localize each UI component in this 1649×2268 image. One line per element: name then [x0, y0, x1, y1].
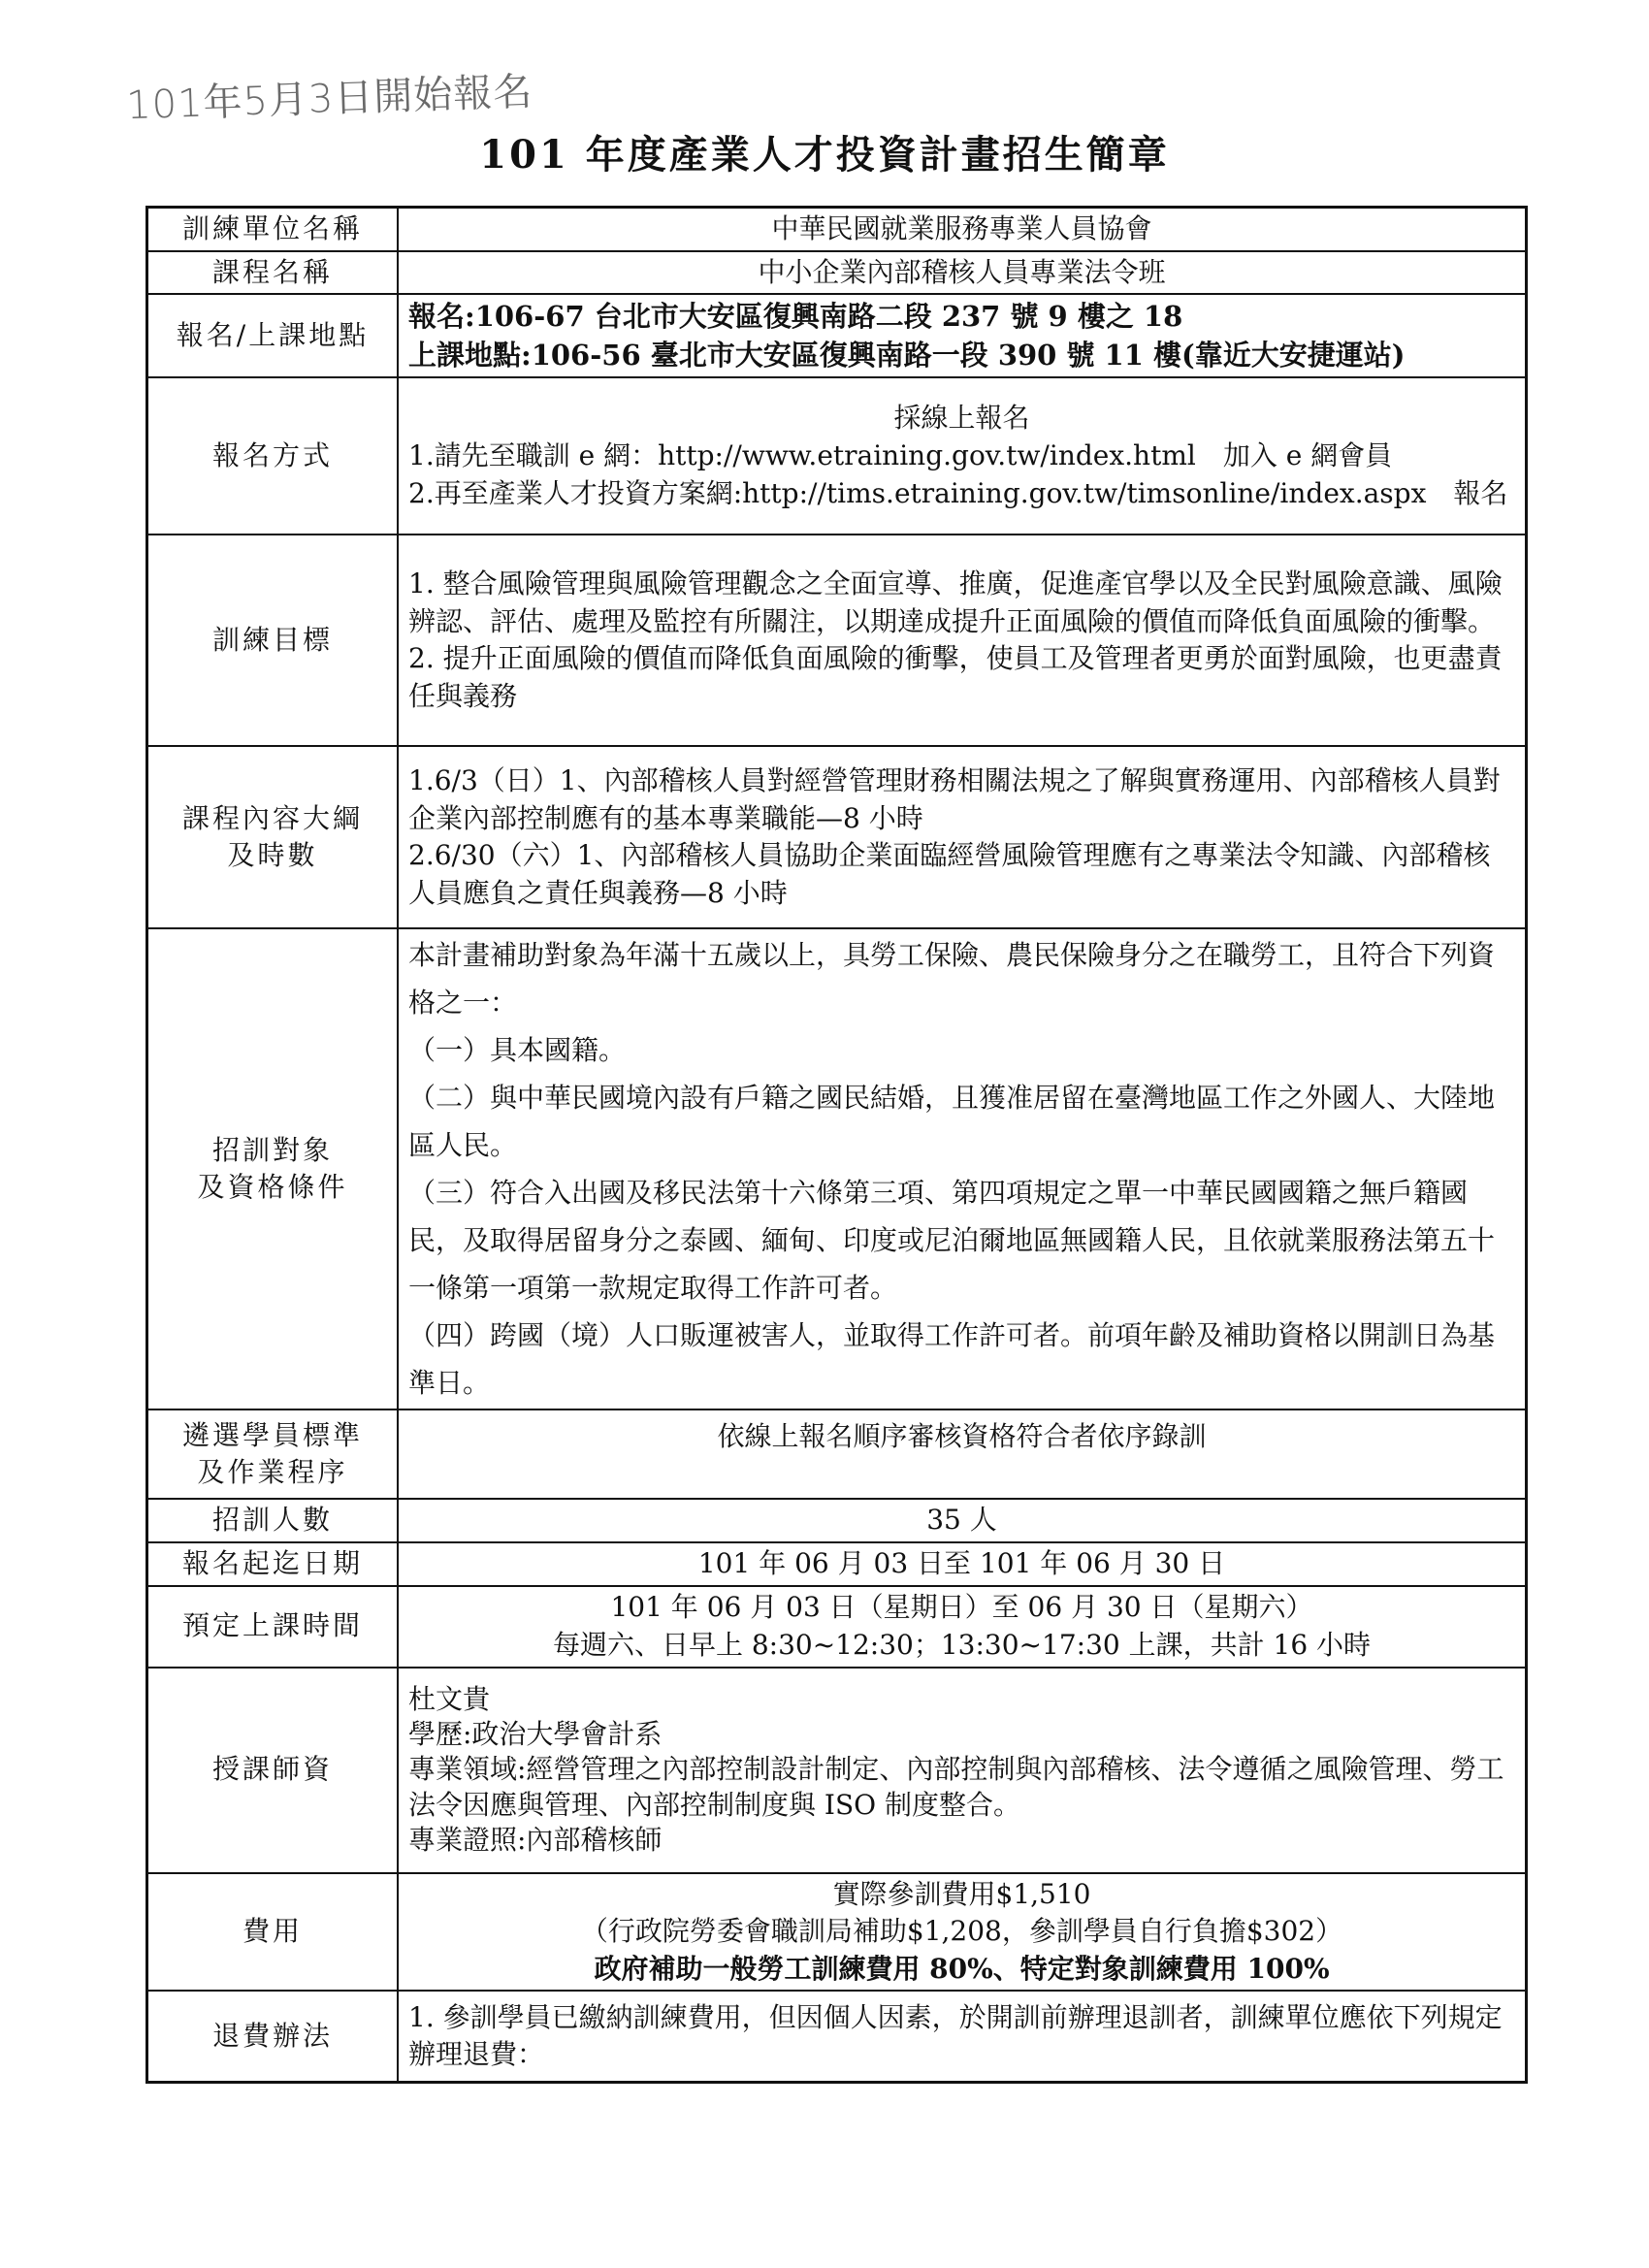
table-row [147, 746, 1527, 928]
selection-label-line: 遴選學員標準 [181, 1418, 363, 1451]
instructor-name: 杜文貴 [408, 1682, 491, 1715]
selection-label-line: 及作業程序 [197, 1456, 348, 1489]
schedule-label: 預定上課時間 [147, 1586, 399, 1668]
syllabus-value [398, 746, 1527, 928]
document-title: 101 年度產業人才投資計畫招生簡章 [479, 132, 1170, 178]
enrollment-value: 35 人 [398, 1499, 1527, 1542]
eligibility-item: （四）跨國（境）人口販運被害人，並取得工作許可者。前項年齡及補助資格以開訓日為基準日。 [408, 1319, 1496, 1400]
refund-item: 1. 參訓學員已繳納訓練費用，但因個人因素，於開訓前辦理退訓者，訓練單位應依下列規定辦理退費： [408, 2000, 1503, 2071]
table-row [147, 1668, 1527, 1873]
class-address: 上課地點:106-56 臺北市大安區復興南路一段 390 號 11 樓(靠近大安捷運站) [408, 339, 1406, 373]
syllabus-label-line: 課程內容大綱 [181, 801, 363, 834]
registration-method-heading: 採線上報名 [893, 402, 1030, 435]
eligibility-item: （一）具本國籍。 [408, 1034, 627, 1067]
instructor-certification: 專業證照:內部稽核師 [408, 1824, 663, 1857]
table-row [147, 1991, 1527, 2082]
enrollment-form-table [146, 206, 1528, 2084]
schedule-hours: 每週六、日早上 8:30~12:30；13:30~17:30 上課，共計 16 小時 [552, 1628, 1372, 1661]
objective-item: 2. 提升正面風險的價值而降低負面風險的衝擊，使員工及管理者更勇於面對風險，也更盡責任與義務 [408, 642, 1503, 712]
schedule-dates: 101 年 06 月 03 日（星期日）至 06 月 30 日（星期六） [610, 1590, 1313, 1623]
table-row [147, 1409, 1527, 1499]
objectives-label: 訓練目標 [147, 535, 399, 746]
fees-label: 費用 [147, 1873, 399, 1992]
course-name-label: 課程名稱 [147, 251, 399, 295]
instructor-expertise: 專業領域:經營管理之內部控制設計制定、內部控制與內部稽核、法令遵循之風險管理、勞工法令因應與管理、內部控制制度與 ISO 制度整合。 [408, 1753, 1504, 1821]
eligibility-item: （二）與中華民國境內設有戶籍之國民結婚，且獲准居留在臺灣地區工作之外國人、大陸地區人民。 [408, 1082, 1496, 1162]
instructor-label: 授課師資 [147, 1668, 399, 1873]
table-row [147, 1542, 1527, 1586]
enrollment-label: 招訓人數 [147, 1499, 399, 1542]
schedule-value [398, 1586, 1527, 1668]
refund-label: 退費辦法 [147, 1991, 399, 2082]
objectives-value [398, 535, 1527, 746]
table-row [147, 251, 1527, 295]
syllabus-label [147, 746, 399, 928]
training-unit-label: 訓練單位名稱 [147, 208, 399, 251]
syllabus-item: 2.6/30（六）1、內部稽核人員協助企業面臨經營風險管理應有之專業法令知識、內部稽核人員應負之責任與義務—8 小時 [408, 839, 1491, 909]
fee-subsidy-rate: 政府補助一般勞工訓練費用 80%、特定對象訓練費用 100% [594, 1952, 1330, 1985]
eligibility-label-line: 及資格條件 [197, 1171, 348, 1204]
fees-value [398, 1873, 1527, 1992]
fee-total: 實際參訓費用$1,510 [832, 1877, 1091, 1910]
registration-step-2: 2.再至產業人才投資方案網:http://tims.etraining.gov.tw/timsonline/index.aspx 報名 [408, 476, 1508, 509]
selection-value: 依線上報名順序審核資格符合者依序錄訓 [398, 1409, 1527, 1499]
fee-subsidy-detail: （行政院勞委會職訓局補助$1,208，參訓學員自行負擔$302） [580, 1915, 1343, 1948]
table-row [147, 1586, 1527, 1668]
table-row [147, 208, 1527, 251]
eligibility-value [398, 928, 1527, 1409]
syllabus-label-line: 及時數 [227, 839, 318, 872]
table-row [147, 928, 1527, 1409]
course-name-value: 中小企業內部稽核人員專業法令班 [398, 251, 1527, 295]
registration-method-label: 報名方式 [147, 377, 399, 535]
table-row [147, 1499, 1527, 1542]
registration-period-label: 報名起迄日期 [147, 1542, 399, 1586]
training-unit-value: 中華民國就業服務專業人員協會 [398, 208, 1527, 251]
registration-address: 報名:106-67 台北市大安區復興南路二段 237 號 9 樓之 18 [408, 300, 1183, 334]
table-row [147, 1873, 1527, 1992]
location-value [398, 294, 1527, 377]
table-row [147, 294, 1527, 377]
eligibility-label-line: 招訓對象 [211, 1133, 333, 1166]
refund-value [398, 1991, 1527, 2082]
instructor-education: 學歷:政治大學會計系 [408, 1717, 663, 1750]
eligibility-item: （三）符合入出國及移民法第十六條第三項、第四項規定之單一中華民國國籍之無戶籍國民，及取得居留身分之泰國、緬甸、印度或尼泊爾地區無國籍人民，且依就業服務法第五十一條第一項第一款規定取得工作許可者。 [408, 1177, 1496, 1305]
registration-method-value [398, 377, 1527, 535]
table-row [147, 535, 1527, 746]
objective-item: 1. 整合風險管理與風險管理觀念之全面宣導、推廣，促進產官學以及全民對風險意識、風險辨認、評估、處理及監控有所關注，以期達成提升正面風險的價值而降低負面風險的衝擊。 [408, 567, 1503, 637]
eligibility-item: 本計畫補助對象為年滿十五歲以上，具勞工保險、農民保險身分之在職勞工，且符合下列資格之一： [408, 939, 1496, 1020]
handwritten-note: 101年5月3日開始報名 [125, 69, 534, 129]
eligibility-label [147, 928, 399, 1409]
registration-period-value: 101 年 06 月 03 日至 101 年 06 月 30 日 [398, 1542, 1527, 1586]
registration-step-1: 1.請先至職訓 e 網：http://www.etraining.gov.tw/index.html 加入 e 網會員 [408, 438, 1393, 471]
selection-label [147, 1409, 399, 1499]
table-row [147, 377, 1527, 535]
instructor-value [398, 1668, 1527, 1873]
syllabus-item: 1.6/3（日）1、內部稽核人員對經營管理財務相關法規之了解與實務運用、內部稽核人員對企業內部控制應有的基本專業職能—8 小時 [408, 764, 1501, 834]
location-label: 報名/上課地點 [147, 294, 399, 377]
